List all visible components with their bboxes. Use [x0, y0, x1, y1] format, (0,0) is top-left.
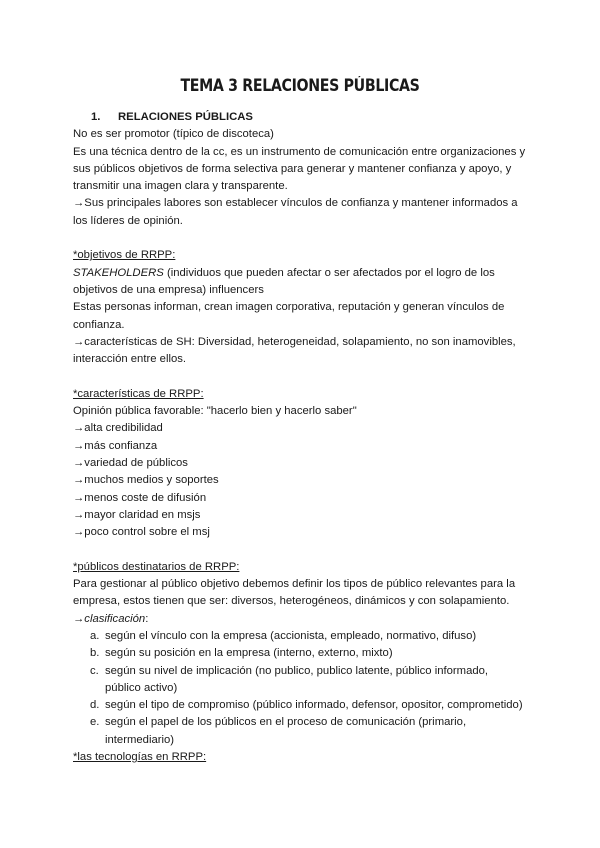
- caracteristicas-line: →variedad de públicos: [73, 456, 188, 469]
- list-marker: c.: [90, 664, 99, 677]
- objetivos-line: objetivos de una empresa) influencers: [73, 283, 264, 296]
- intro-line: sus públicos objetivos de forma selectiva para generar y mantener confianza y apoyo, y: [73, 162, 512, 175]
- clasificacion-colon: :: [145, 612, 149, 625]
- objetivos-heading: *objetivos de RRPP:: [73, 249, 176, 262]
- list-item: [73, 714, 553, 749]
- list-item-text: según su posición en la empresa (interno, externo, mixto): [105, 647, 393, 660]
- list-item: [73, 663, 553, 698]
- list-item: [73, 697, 553, 714]
- document-body: [73, 109, 553, 766]
- caracteristicas-line: →menos coste de difusión: [73, 491, 207, 504]
- list-item-text: según su nivel de implicación (no publico, publico latente, público informado,: [105, 664, 489, 677]
- page-title: TEMA 3 RELACIONES PÚBLICAS: [180, 76, 420, 95]
- publicos-heading: *públicos destinatarios de RRPP:: [73, 560, 240, 573]
- caracteristicas-line: →poco control sobre el msj: [73, 526, 210, 539]
- intro-line: →Sus principales labores son establecer vínculos de confianza y mantener informados a: [73, 197, 518, 210]
- caracteristicas-line: →alta credibilidad: [73, 422, 163, 435]
- list-marker: d.: [90, 699, 100, 712]
- stakeholders-line: [73, 265, 553, 282]
- objetivos-line: →características de SH: Diversidad, heterogeneidad, solapamiento, no son inamovibles,: [73, 335, 516, 348]
- caracteristicas-line: →muchos medios y soportes: [73, 474, 219, 487]
- list-item: [73, 628, 553, 645]
- list-marker: a.: [90, 629, 100, 642]
- arrow-glyph: →: [73, 612, 85, 625]
- list-item-text: según el papel de los públicos en el proceso de comunicación (primario,: [105, 716, 467, 729]
- stakeholders-definition: (individuos que pueden afectar o ser afectados por el logro de los: [163, 266, 495, 279]
- objetivos-line: interacción entre ellos.: [73, 353, 187, 366]
- clasificacion-list: [73, 628, 553, 749]
- publicos-line: Para gestionar al público objetivo debemos definir los tipos de público relevantes para la: [73, 578, 516, 591]
- clasificacion-label: clasificación: [84, 612, 146, 625]
- intro-line: transmitir una imagen clara y transparente.: [73, 180, 288, 193]
- clasificacion-line: [73, 611, 553, 628]
- caracteristicas-line: Opinión pública favorable: "hacerlo bien y hacerlo saber": [73, 405, 357, 418]
- stakeholders-term: STAKEHOLDERS: [73, 266, 164, 279]
- list-item-text: según el tipo de compromiso (público informado, defensor, opositor, comprometido): [105, 699, 523, 712]
- intro-line: Es una técnica dentro de la cc, es un instrumento de comunicación entre organizaciones y: [73, 145, 526, 158]
- section-title: RELACIONES PÚBLICAS: [118, 111, 253, 123]
- list-item-text: público activo): [105, 681, 178, 694]
- intro-line: No es ser promotor (típico de discoteca): [73, 128, 274, 141]
- tecnologias-heading: *las tecnologías en RRPP:: [73, 750, 207, 763]
- caracteristicas-heading: *características de RRPP:: [73, 387, 204, 400]
- caracteristicas-line: →más confianza: [73, 439, 158, 452]
- section-number: 1.: [91, 111, 101, 123]
- objetivos-line: confianza.: [73, 318, 125, 331]
- list-item-text: según el vínculo con la empresa (accionista, empleado, normativo, difuso): [105, 629, 477, 642]
- list-item: [73, 645, 553, 662]
- publicos-line: empresa, estos tienen que ser: diversos, heterogéneos, dinámicos y con solapamiento.: [73, 595, 510, 608]
- intro-line: los líderes de opinión.: [73, 214, 183, 227]
- section-heading: [73, 109, 553, 126]
- list-item-text: intermediario): [105, 733, 175, 746]
- list-marker: e.: [90, 716, 100, 729]
- objetivos-line: Estas personas informan, crean imagen corporativa, reputación y generan vínculos de: [73, 301, 505, 314]
- list-marker: b.: [90, 647, 100, 660]
- caracteristicas-line: →mayor claridad en msjs: [73, 508, 201, 521]
